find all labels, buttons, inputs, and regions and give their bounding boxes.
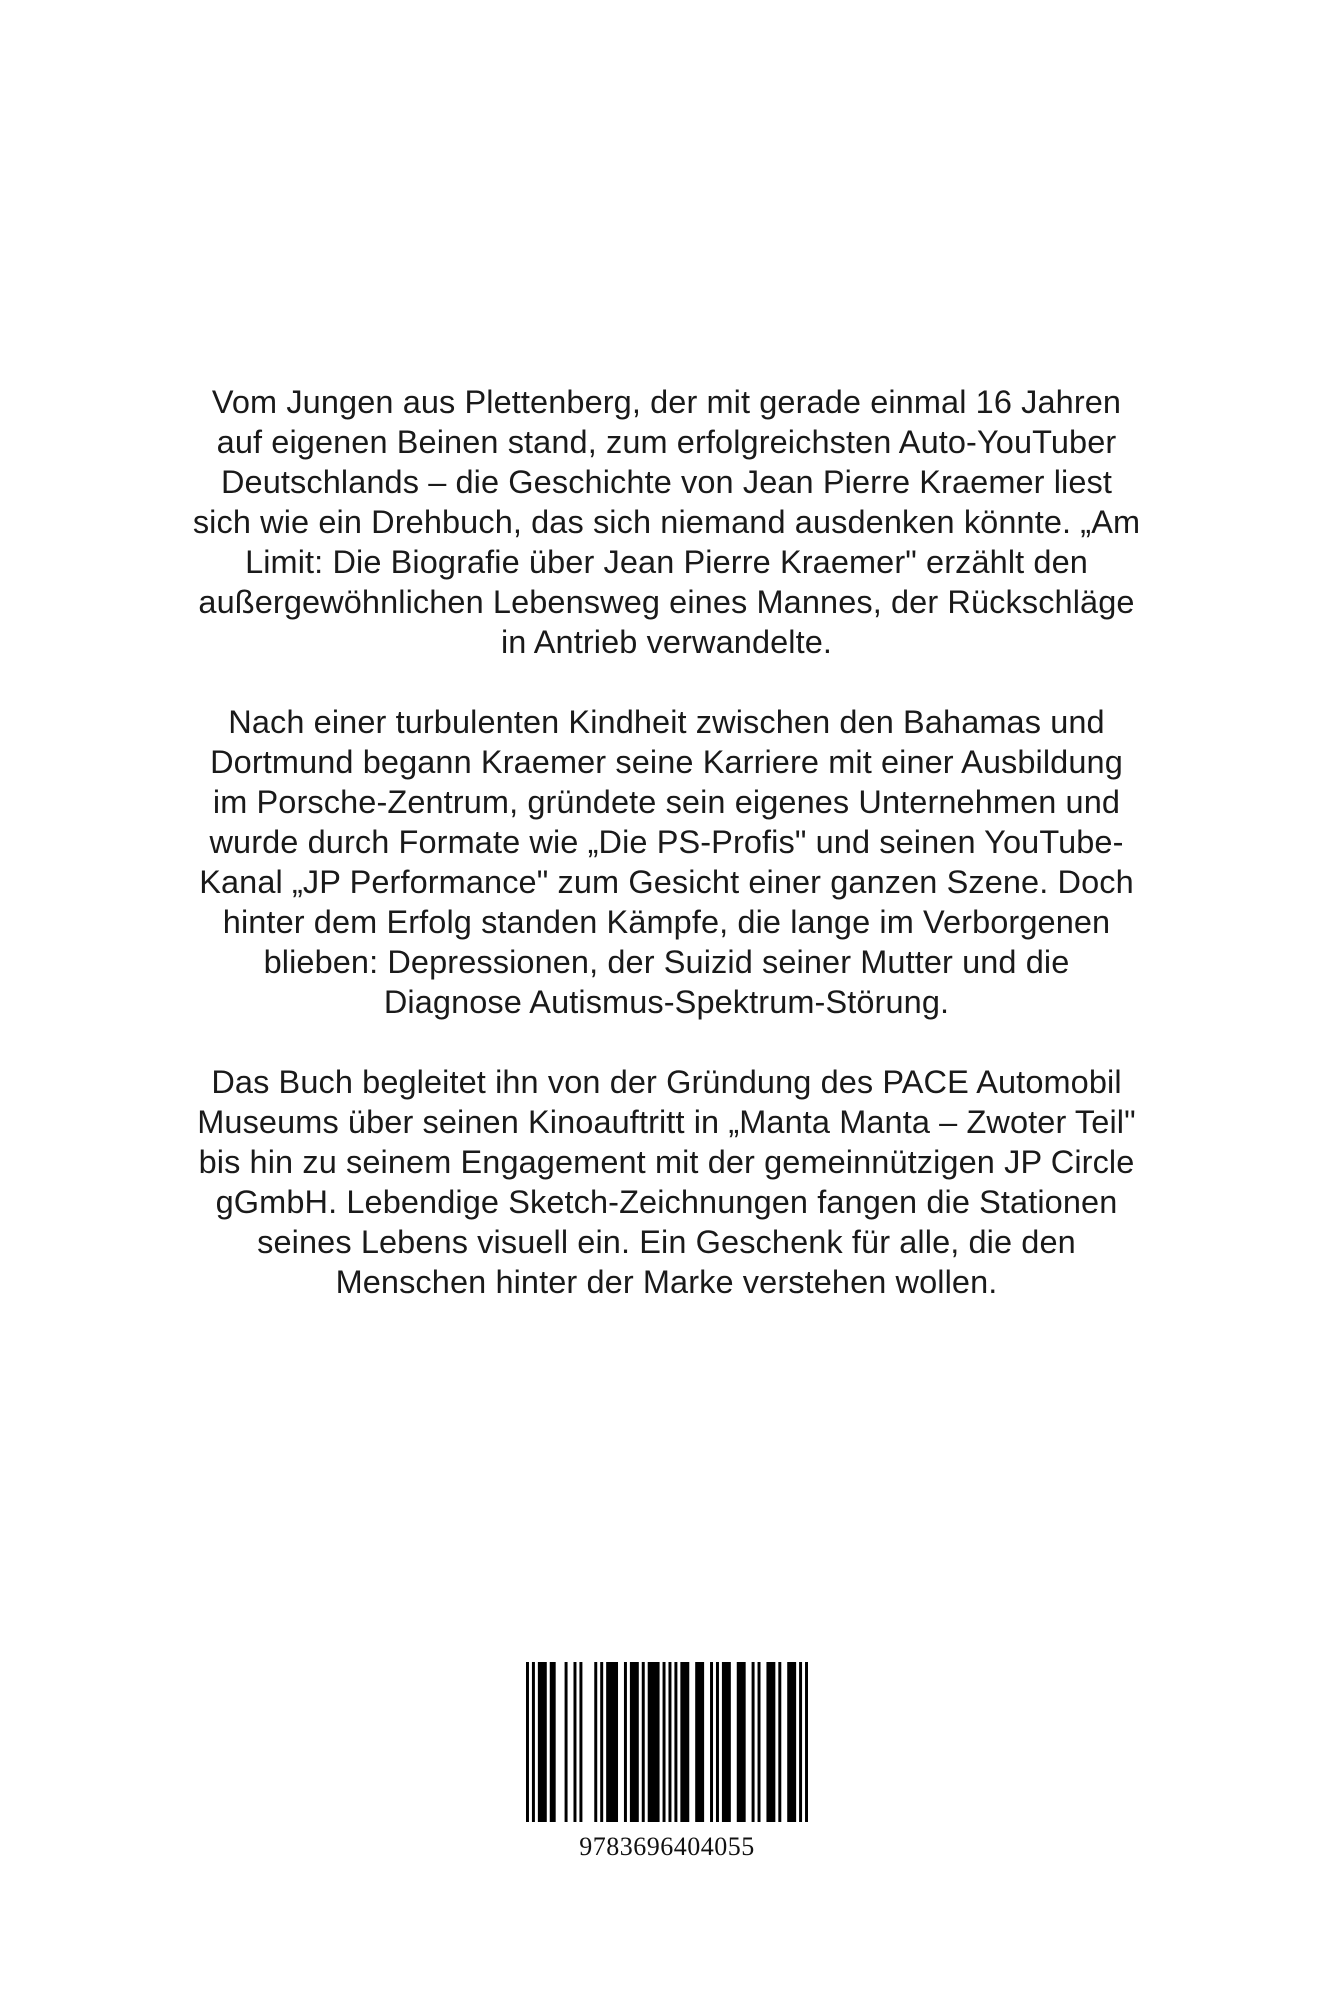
barcode-bar <box>695 1662 704 1822</box>
barcode-bar <box>680 1662 689 1822</box>
barcode-bar <box>722 1662 731 1822</box>
barcode-bar <box>594 1662 597 1822</box>
barcode-bar <box>573 1662 576 1822</box>
barcode-bar <box>758 1662 761 1822</box>
barcode-bar <box>600 1662 603 1822</box>
barcode-bar <box>606 1662 618 1822</box>
barcode-bar <box>716 1662 719 1822</box>
blurb-paragraph-1: Vom Jungen aus Plettenberg, der mit gerade einmal 16 Jahren auf eigenen Beinen stand, zum erfolgreichsten Auto-YouTuber Deutschlands – die Geschichte von Jean Pierre Kraemer liest sich wie ein Drehbuch, das sich niemand ausdenken könnte. „Am Limit: Die Biografie über Jean Pierre Kraemer" erzählt den außergewöhnlichen Lebensweg eines Mannes, der Rückschläge in Antrieb verwandelte. <box>192 384 1141 660</box>
barcode-bar <box>710 1662 713 1822</box>
barcode-bar <box>538 1662 547 1822</box>
book-blurb <box>190 382 1143 1302</box>
barcode-bar <box>737 1662 746 1822</box>
barcode-bar <box>579 1662 582 1822</box>
barcode-bar <box>642 1662 645 1822</box>
barcode-bar <box>787 1662 796 1822</box>
barcode-bar <box>565 1662 568 1822</box>
barcode-bar <box>805 1662 808 1822</box>
barcode-bar <box>668 1662 671 1822</box>
isbn-barcode <box>526 1662 808 1822</box>
isbn-number: 9783696404055 <box>579 1832 755 1861</box>
barcode-bar <box>778 1662 781 1822</box>
barcode-bar <box>766 1662 775 1822</box>
barcode-bar <box>532 1662 535 1822</box>
barcode-bar <box>624 1662 627 1822</box>
barcode-bar <box>630 1662 639 1822</box>
barcode-bar <box>648 1662 660 1822</box>
barcode-bar <box>550 1662 556 1822</box>
barcode-bar <box>674 1662 677 1822</box>
blurb-paragraph-3: Das Buch begleitet ihn von der Gründung des PACE Automobil Museums über seinen Kinoauftritt in „Manta Manta – Zwoter Teil" bis hin zu seinem Engagement mit der gemeinnützigen JP Circle gGmbH. Lebendige Sketch-Zeichnungen fangen die Stationen seines Lebens visuell ein. Ein Geschenk für alle, die den Menschen hinter der Marke verstehen wollen. <box>197 1064 1136 1300</box>
blurb-paragraph-2: Nach einer turbulenten Kindheit zwischen den Bahamas und Dortmund begann Kraemer seine Karriere mit einer Ausbildung im Porsche-Zentrum, gründete sein eigenes Unternehmen und wurde durch Formate wie „Die PS-Profis" und seinen YouTube-Kanal „JP Performance" zum Gesicht einer ganzen Szene. Doch hinter dem Erfolg standen Kämpfe, die lange im Verborgenen blieben: Depressionen, der Suizid seiner Mutter und die Diagnose Autismus-Spektrum-Störung. <box>199 704 1134 1020</box>
barcode-bar <box>799 1662 802 1822</box>
barcode-bar <box>752 1662 755 1822</box>
barcode-bar <box>663 1662 666 1822</box>
barcode-bar <box>526 1662 529 1822</box>
